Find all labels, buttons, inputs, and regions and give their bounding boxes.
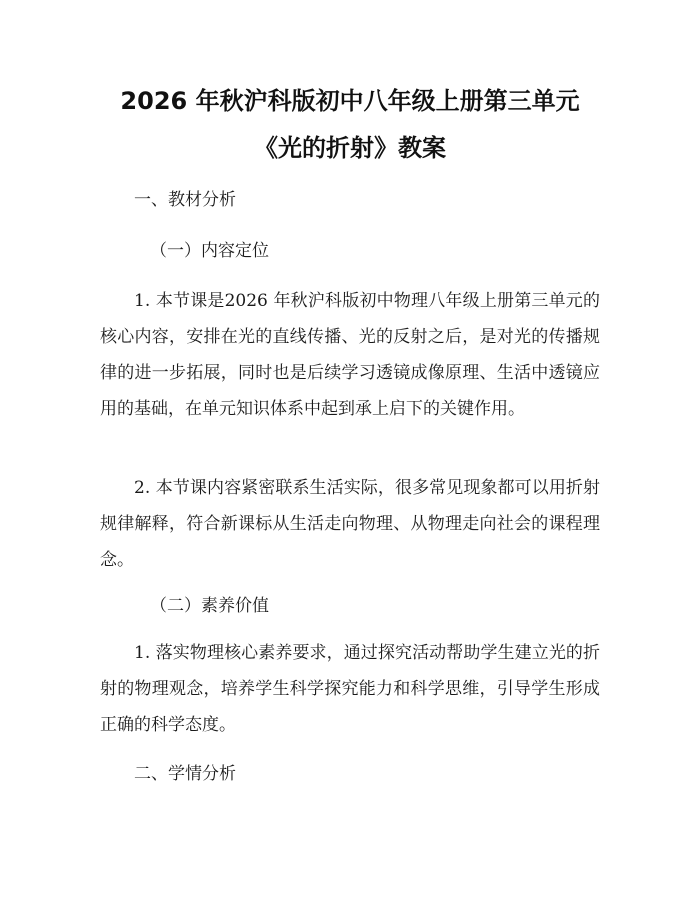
document-title-line1: 2026 年秋沪科版初中八年级上册第三单元	[120, 87, 580, 115]
paragraph: 1. 本节课是2026 年秋沪科版初中物理八年级上册第三单元的核心内容，安排在光的直线传播、光的反射之后，是对光的传播规律的进一步拓展，同时也是后续学习透镜成像原理、生活中透镜应用的基础，在单元知识体系中起到承上启下的关键作用。	[100, 291, 600, 419]
paragraph: 2. 本节课内容紧密联系生活实际，很多常见现象都可以用折射规律解释，符合新课标从生活走向物理、从物理走向社会的课程理念。	[100, 478, 600, 570]
subsection-heading-literacy-value: （二）素养价值	[150, 596, 269, 616]
document-title-line2: 《光的折射》教案	[254, 134, 446, 162]
paragraph: 1. 落实物理核心素养要求，通过探究活动帮助学生建立光的折射的物理观念，培养学生科学探究能力和科学思维，引导学生形成正确的科学态度。	[100, 643, 600, 735]
subsection-heading-content-positioning: （一）内容定位	[150, 241, 269, 261]
section-heading-textbook-analysis: 一、教材分析	[134, 190, 236, 210]
section-heading-student-analysis: 二、学情分析	[134, 764, 236, 784]
